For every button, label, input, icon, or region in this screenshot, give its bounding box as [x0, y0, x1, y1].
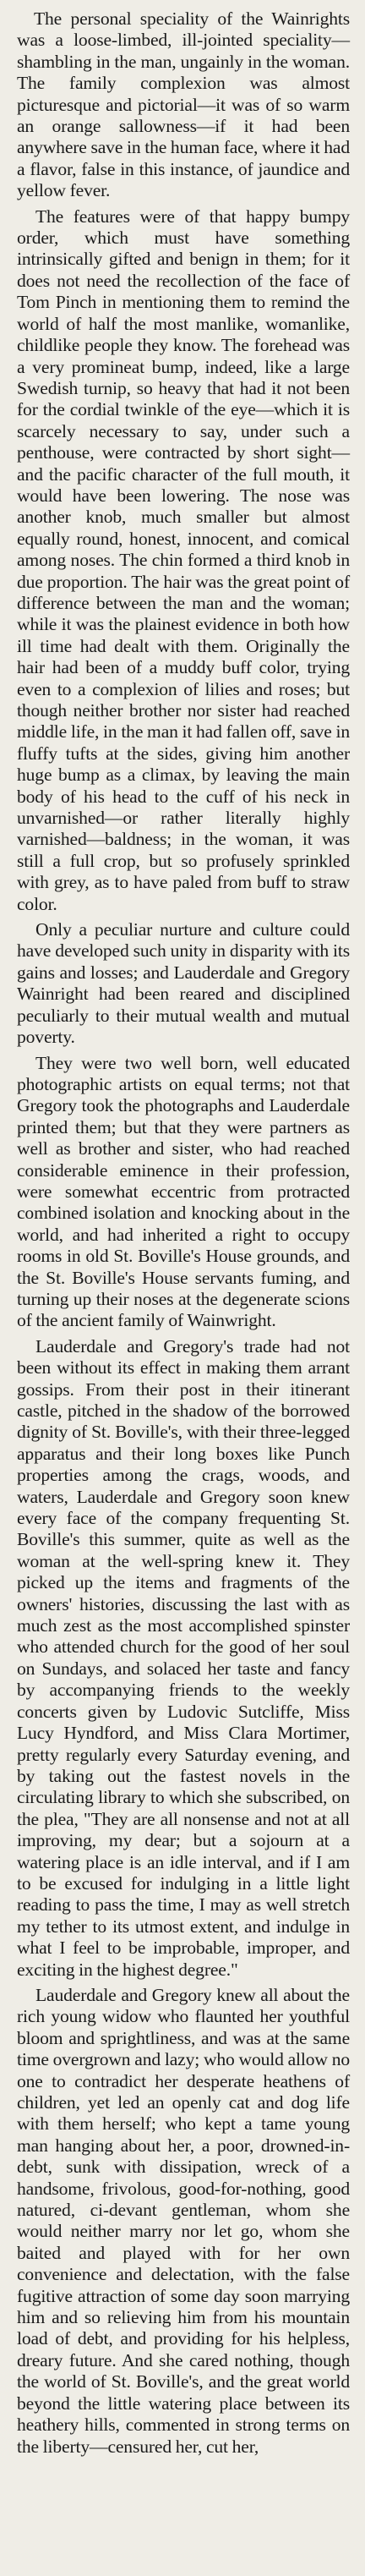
paragraph-4: They were two well born, well educated photographic artists on equal terms; not that Gregory took the photographs and Lauderdale printed them; but that they were partners as well as brother and sister, who had reached considerable eminence in their profession, were somewhat eccentric from protracted combined isolation and knocking about in the world, and had inherited a right to occupy rooms in old St. Boville's House grounds, and the St. Boville's House servants fuming, and turning up their noses at the degenerate scions of the ancient family of Wainwright. — [17, 1052, 350, 1331]
paragraph-5: Lauderdale and Gregory's trade had not been without its effect in making them arrant gossips. From their post in their itinerant castle, pitched in the shadow of the borrowed dignity of St. Boville's, with their three-legged apparatus and their long boxes like Punch properties among the crags, woods, and waters, Lauderdale and Gregory soon knew every face of the company frequenting St. Boville's this summer, quite as well as the woman at the well-spring knew it. They picked up the items and fragments of the owners' histories, discussing the last with as much zest as the most accomplished spinster who attended church for the good of her soul on Sundays, and solaced her taste and fancy by accompanying friends to the weekly concerts given by Ludovic Sutcliffe, Miss Lucy Hyndford, and Miss Clara Mortimer, pretty regularly every Saturday evening, and by taking out the fastest novels in the circulating library to which she subscribed, on the plea, "They are all nonsense and not at all improving, my dear; but a sojourn at a watering place is an idle interval, and if I am to be excused for indulging in a little light reading to pass the time, I may as well stretch my tether to its utmost extent, and indulge in what I feel to be improbable, improper, and exciting in the highest degree." — [17, 1335, 350, 1980]
paragraph-6: Lauderdale and Gregory knew all about the rich young widow who flaunted her youthful bloom and sprightliness, and was at the same time overgrown and lazy; who would allow no one to contradict her desperate heathens of children, yet led an openly cat and dog life with them herself; who kept a tame young man hanging about her, a poor, drowned-in-debt, sunk with dissipation, wreck of a handsome, frivolous, good-for-nothing, good natured, ci-devant gentleman, whom she would neither marry nor let go, whom she baited and played with for her own convenience and delectation, with the false fugitive attraction of some day soon marrying him and so relieving him from his mountain load of debt, and providing for his helpless, dreary future. And she cared nothing, though the world of St. Boville's, and the great world beyond the little watering place between its heathery hills, commented in strong terms on the liberty—censured her, cut her, — [17, 1984, 350, 2457]
paragraph-2: The features were of that happy bumpy order, which must have something intrinsically gifted and benign in them; for it does not need the recollection of the face of Tom Pinch in mentioning them to remind the world of half the most manlike, womanlike, childlike people they know. The forehead was a very promineat bump, indeed, like a large Swedish turnip, so heavy that had it not been for the cordial twinkle of the eye—which it is scarcely necessary to say, under such a penthouse, were contracted by short sight—and the pacific character of the full mouth, it would have been lowering. The nose was another knob, much smaller but almost equally round, honest, innocent, and comical among noses. The chin formed a third knob in due proportion. The hair was the great point of difference between the man and the woman; while it was the plainest evidence in both how ill time had dealt with them. Originally the hair had been of a muddy buff color, trying even to a complexion of lilies and roses; but though neither brother nor sister had reached middle life, in the man it had fallen off, save in fluffy tufts at the sides, giving him another huge bump as a climax, by leaving the main body of his head to the cuff of his neck in unvarnished—or rather literally highly varnished—baldness; in the woman, it was still a full crop, but so profusely sprinkled with grey, as to have paled from buff to straw color. — [17, 206, 350, 914]
paragraph-3: Only a peculiar nurture and culture could have developed such unity in disparity with its gains and losses; and Lauderdale and Gregory Wainright had been reared and disciplined peculiarly to their mutual wealth and mutual poverty. — [17, 919, 350, 1048]
paragraph-1: The personal speciality of the Wainrights was a loose-limbed, ill-jointed speciality—shambling in the man, ungainly in the woman. The family complexion was almost picturesque and pictorial—it was of so warm an orange sallowness—if it had been anywhere save in the human face, where it had a flavor, false in this instance, of jaundice and yellow fever. — [17, 8, 350, 201]
